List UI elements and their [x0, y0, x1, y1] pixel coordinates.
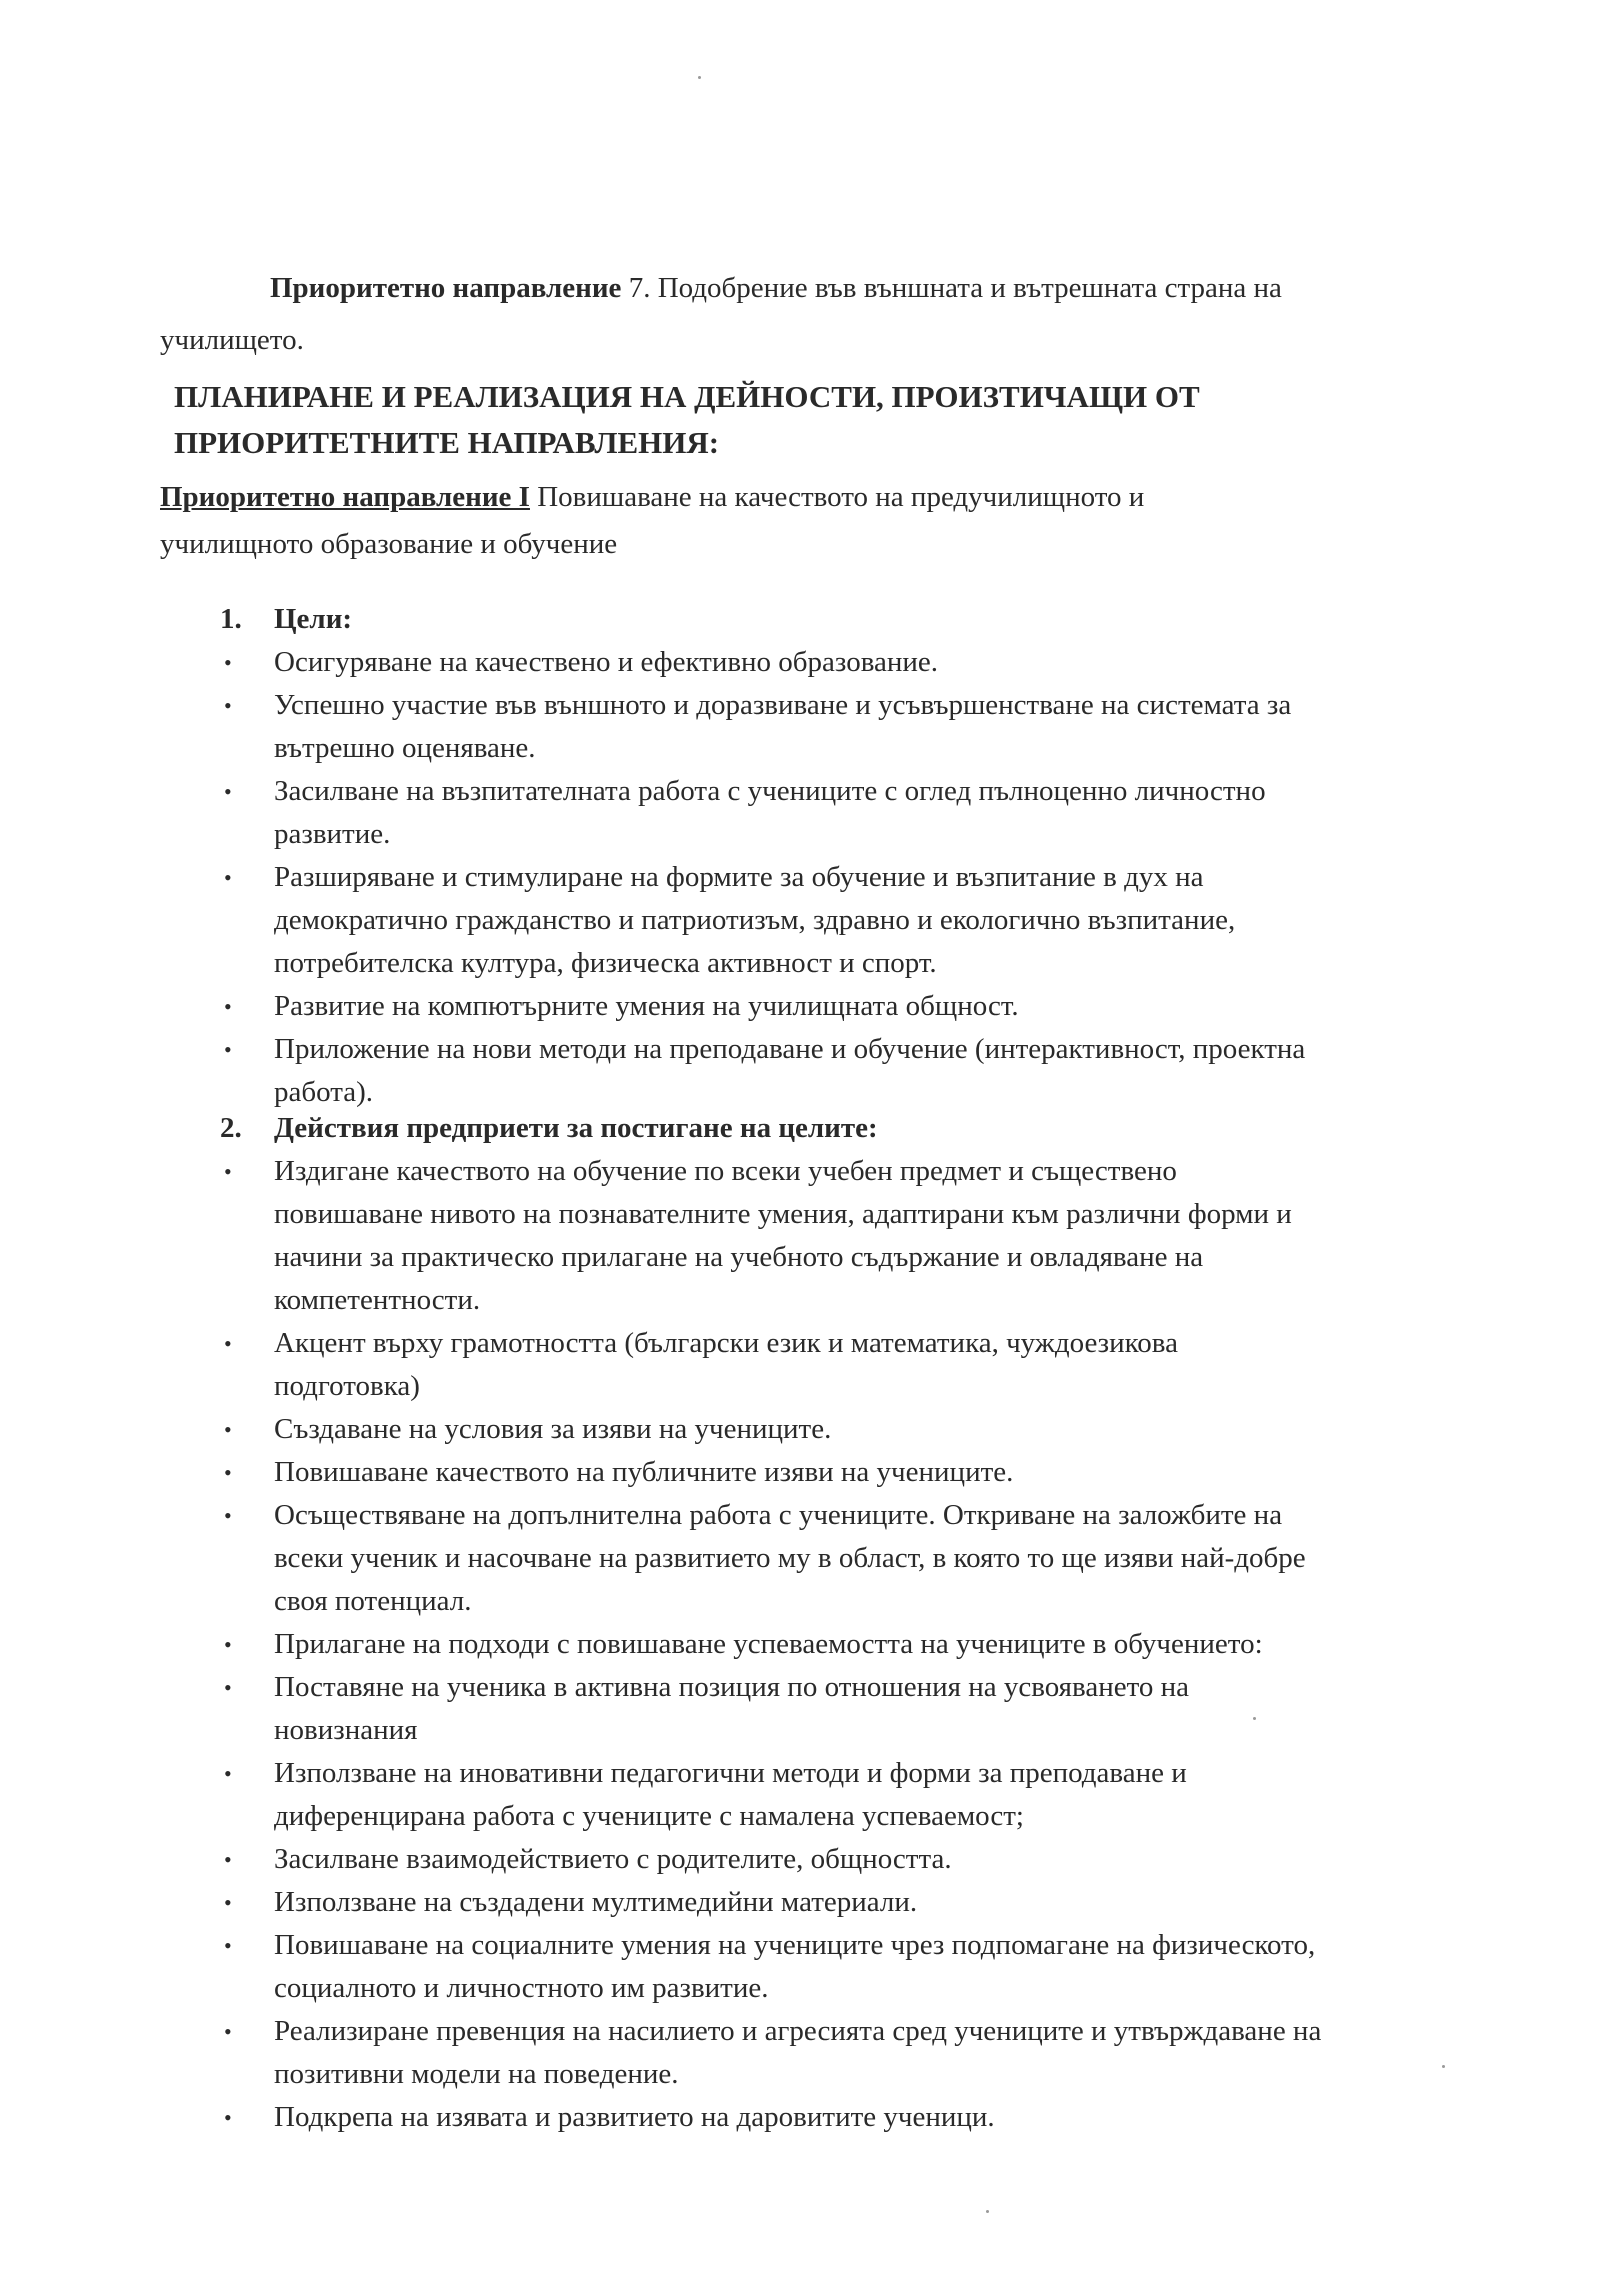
list-item — [160, 641, 1420, 684]
bullet-icon: • — [224, 1331, 232, 1356]
heading-line-1: ПЛАНИРАНЕ И РЕАЛИЗАЦИЯ НА ДЕЙНОСТИ, ПРОИЗТИЧАЩИ ОТ — [174, 379, 1200, 414]
list-item-line: Реализиране превенция на насилието и агресията сред учениците и утвърждаване на — [274, 2015, 1322, 2047]
list-item-line: Използване на създадени мултимедийни материали. — [274, 1886, 918, 1918]
list-item — [160, 1150, 1420, 1322]
list-item — [160, 1881, 1420, 1924]
list-item — [160, 1494, 1420, 1623]
list-item-line: диференцирана работа с учениците с намалена успеваемост; — [274, 1800, 1024, 1832]
bullet-icon: • — [224, 1159, 232, 1184]
bullet-icon: • — [224, 779, 232, 804]
list-item — [160, 1408, 1420, 1451]
list-item-line: своя потенциал. — [274, 1585, 472, 1617]
bullet-icon: • — [224, 994, 232, 1019]
list-item-line: Приложение на нови методи на преподаване и обучение (интерактивност, проектна — [274, 1033, 1306, 1065]
list-item — [160, 985, 1420, 1028]
list-item — [160, 856, 1420, 985]
bullet-icon: • — [224, 1417, 232, 1442]
list-item-line: новизнания — [274, 1714, 418, 1746]
scan-speck — [698, 76, 701, 79]
list-item-line: вътрешно оценяване. — [274, 732, 536, 764]
list-item-line: Подкрепа на изявата и развитието на даровитите ученици. — [274, 2101, 995, 2133]
list-item-line: Засилване на възпитателната работа с учениците с оглед пълноценно личностно — [274, 775, 1266, 807]
priority-7-text: 7. Подобрение във външната и вътрешната страна на — [621, 272, 1282, 304]
actions-title-row — [160, 1106, 1420, 1150]
list-item-line: Издигане качеството на обучение по всеки учебен предмет и съществено — [274, 1155, 1177, 1187]
priority-7-label: Приоритетно направление — [270, 272, 622, 304]
bullet-icon: • — [224, 1503, 232, 1528]
list-item-line: повишаване нивото на познавателните умения, адаптирани към различни форми и — [274, 1198, 1292, 1230]
bullet-icon: • — [224, 1890, 232, 1915]
list-item — [160, 684, 1420, 770]
list-item-line: развитие. — [274, 818, 391, 850]
actions-section — [160, 1106, 1420, 2139]
list-item — [160, 1752, 1420, 1838]
list-item-line: всеки ученик и насочване на развитието му в област, в която то ще изяви най-добре — [274, 1542, 1306, 1574]
list-item-line: Засилване взаимодействието с родителите, общността. — [274, 1843, 952, 1875]
actions-number: 2. — [220, 1112, 242, 1144]
priority-1-line-2: училищното образование и обучение — [160, 528, 618, 560]
scan-speck — [1442, 2065, 1445, 2068]
bullet-icon: • — [224, 2019, 232, 2044]
list-item-line: позитивни модели на поведение. — [274, 2058, 679, 2090]
priority-1-label: Приоритетно направление I — [160, 481, 530, 513]
list-item-line: Използване на иновативни педагогични методи и форми за преподаване и — [274, 1757, 1187, 1789]
list-item-line: Осигуряване на качествено и ефективно образование. — [274, 646, 939, 678]
priority-direction-7 — [160, 262, 1420, 366]
list-item-line: подготовка) — [274, 1370, 420, 1402]
priority-1-text: Повишаване на качеството на предучилищното и — [529, 481, 1145, 513]
list-item — [160, 2096, 1420, 2139]
scan-speck — [986, 2210, 989, 2213]
list-item-line: работа). — [274, 1076, 374, 1108]
bullet-icon: • — [224, 1933, 232, 1958]
list-item-line: Развитие на компютърните умения на училищната общност. — [274, 990, 1019, 1022]
goals-number: 1. — [220, 603, 242, 635]
bullet-icon: • — [224, 2105, 232, 2130]
list-item-line: социалното и личностното им развитие. — [274, 1972, 769, 2004]
list-item — [160, 1924, 1420, 2010]
bullet-icon: • — [224, 1460, 232, 1485]
list-item-line: начини за практическо прилагане на учебното съдържание и овладяване на — [274, 1241, 1204, 1273]
list-item — [160, 770, 1420, 856]
list-item-line: потребителска култура, физическа активност и спорт. — [274, 947, 937, 979]
list-item-line: Създаване на условия за изяви на учениците. — [274, 1413, 832, 1445]
bullet-icon: • — [224, 650, 232, 675]
list-item-line: Акцент върху грамотността (български език и математика, чуждоезикова — [274, 1327, 1178, 1359]
list-item — [160, 1838, 1420, 1881]
list-item-line: Повишаване качеството на публичните изяви на учениците. — [274, 1456, 1014, 1488]
list-item-line: Поставяне на ученика в активна позиция по отношения на усвояването на — [274, 1671, 1190, 1703]
bullet-icon: • — [224, 693, 232, 718]
goals-list — [160, 641, 1420, 1114]
list-item — [160, 2010, 1420, 2096]
planning-heading — [174, 374, 1374, 466]
list-item-line: Осъществяване на допълнителна работа с учениците. Откриване на заложбите на — [274, 1499, 1283, 1531]
priority-direction-1 — [160, 474, 1420, 568]
goals-title: Цели: — [274, 603, 353, 635]
bullet-icon: • — [224, 1847, 232, 1872]
actions-title: Действия предприети за постигане на целите: — [274, 1112, 878, 1144]
priority-7-line-1 — [160, 262, 1420, 314]
bullet-icon: • — [224, 1037, 232, 1062]
bullet-icon: • — [224, 865, 232, 890]
heading-line-2: ПРИОРИТЕТНИТЕ НАПРАВЛЕНИЯ: — [174, 425, 720, 460]
bullet-icon: • — [224, 1761, 232, 1786]
priority-1-line-1 — [160, 474, 1420, 521]
actions-list — [160, 1150, 1420, 2139]
list-item-line: Прилагане на подходи с повишаване успеваемостта на учениците в обучението: — [274, 1628, 1263, 1660]
list-item — [160, 1028, 1420, 1114]
list-item-line: Повишаване на социалните умения на учениците чрез подпомагане на физическото, — [274, 1929, 1316, 1961]
list-item — [160, 1322, 1420, 1408]
list-item — [160, 1666, 1420, 1752]
list-item — [160, 1623, 1420, 1666]
list-item-line: Разширяване и стимулиране на формите за обучение и възпитание в дух на — [274, 861, 1204, 893]
list-item-line: Успешно участие във външното и доразвиване и усъвършенстване на системата за — [274, 689, 1292, 721]
bullet-icon: • — [224, 1675, 232, 1700]
goals-title-row — [160, 597, 1420, 641]
list-item — [160, 1451, 1420, 1494]
bullet-icon: • — [224, 1632, 232, 1657]
priority-7-line-2: училището. — [160, 324, 304, 356]
list-item-line: демократично гражданство и патриотизъм, здравно и екологично възпитание, — [274, 904, 1236, 936]
goals-section — [160, 597, 1420, 1114]
list-item-line: компетентности. — [274, 1284, 481, 1316]
